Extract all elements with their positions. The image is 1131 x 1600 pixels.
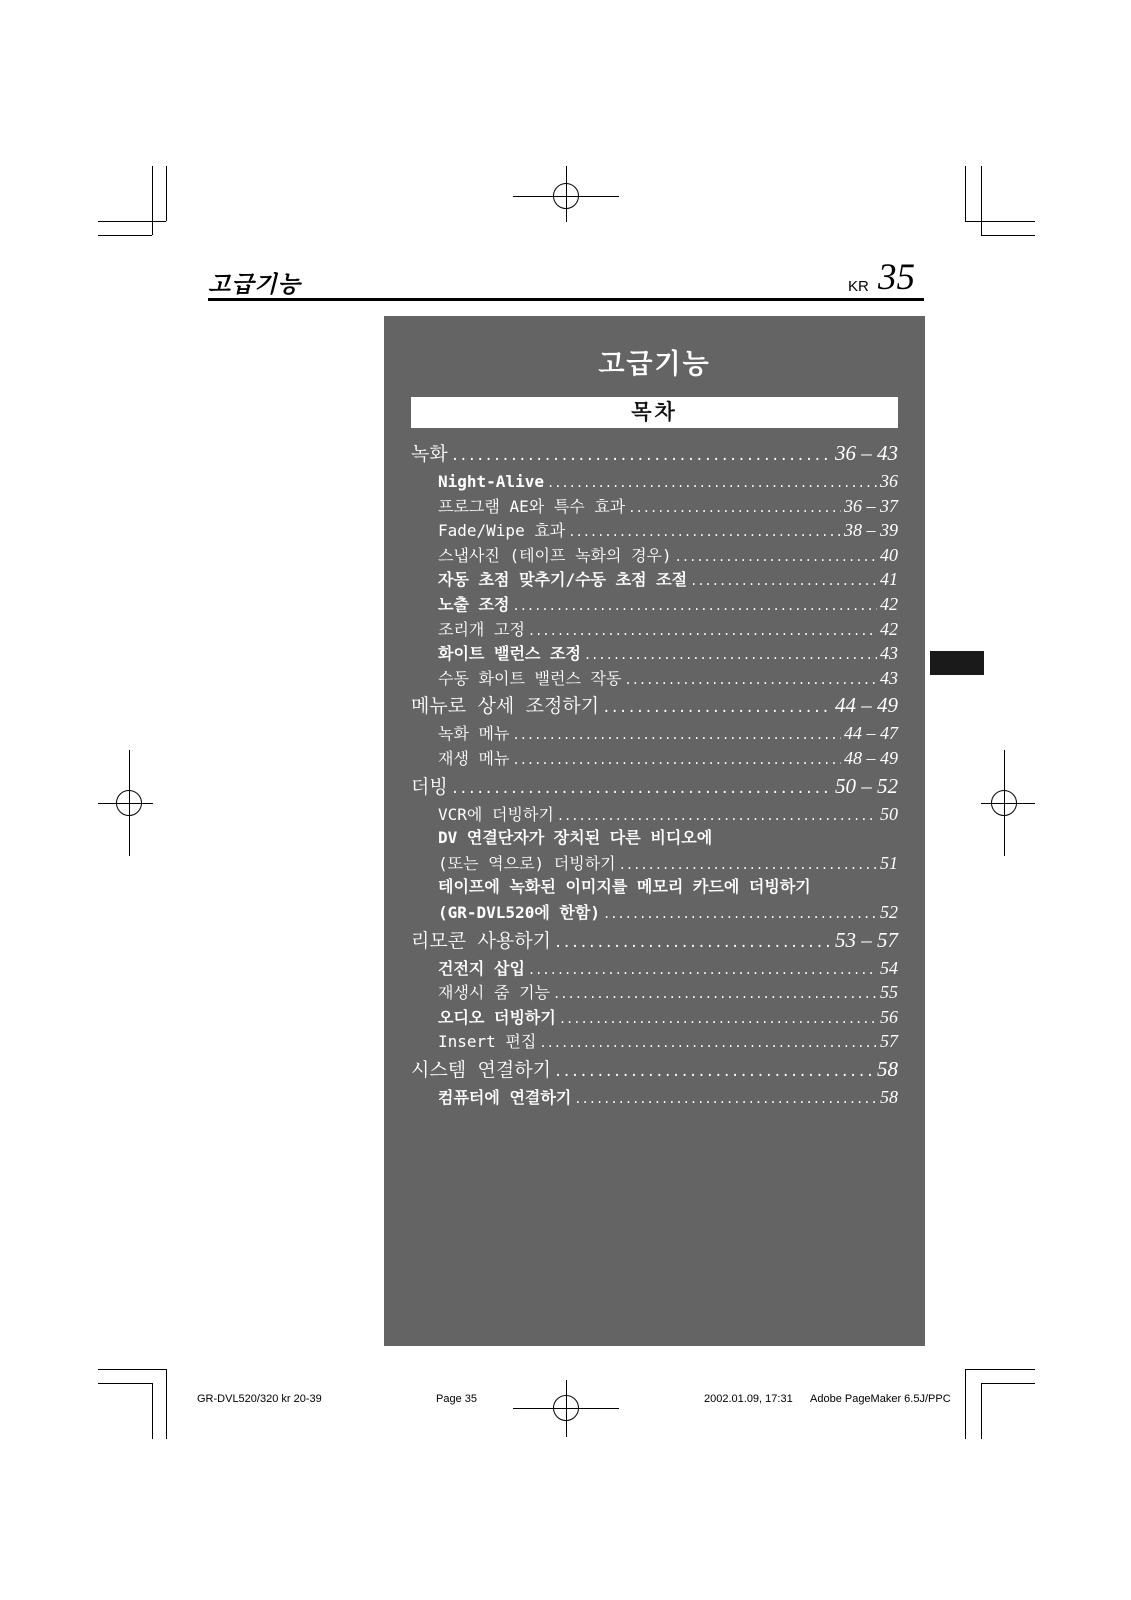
crop-mark	[965, 221, 1035, 222]
toc-item-label: 노출 조정	[438, 594, 510, 614]
toc-item-page: 40	[880, 544, 898, 565]
toc-item-page: 42	[880, 593, 898, 614]
toc-page-range: 58	[877, 1056, 898, 1081]
footer-timestamp: 2002.01.09, 17:31	[704, 1393, 793, 1405]
toc-item[interactable]	[411, 721, 898, 746]
toc-section[interactable]	[411, 438, 898, 469]
toc-item-label: Fade/Wipe 효과	[438, 521, 566, 541]
toc-item-page: 55	[880, 982, 898, 1003]
crop-mark	[152, 1383, 153, 1439]
toc-item-label: 화이트 밸런스 조정	[438, 644, 581, 664]
toc-item[interactable]	[411, 518, 898, 543]
toc-item-page: 54	[880, 957, 898, 978]
crop-mark	[98, 1369, 166, 1370]
leader-dots	[512, 748, 841, 773]
leader-dots	[528, 619, 877, 644]
leader-dots	[554, 1057, 874, 1088]
toc-item[interactable]	[411, 851, 898, 876]
leader-dots	[675, 545, 877, 570]
toc-item-page: 44 – 47	[844, 723, 898, 744]
toc-item[interactable]	[411, 543, 898, 568]
toc-section[interactable]	[411, 690, 898, 721]
crop-mark	[98, 221, 166, 222]
table-of-contents	[411, 438, 898, 1109]
toc-page-range: 36 – 43	[835, 441, 898, 465]
toc-item-label: Insert 편집	[438, 1032, 537, 1052]
toc-item[interactable]	[411, 641, 898, 666]
toc-section[interactable]	[411, 771, 898, 802]
crop-mark	[965, 166, 966, 221]
toc-item[interactable]	[411, 567, 898, 592]
toc-item[interactable]	[411, 1005, 898, 1030]
leader-dots	[628, 496, 841, 521]
toc-section-label: 시스템 연결하기	[411, 1058, 551, 1081]
toc-item[interactable]	[411, 617, 898, 642]
leader-dots	[547, 471, 877, 496]
toc-item[interactable]	[411, 802, 898, 827]
toc-item-page: 43	[880, 643, 898, 664]
toc-item-page: 43	[880, 667, 898, 688]
toc-item[interactable]	[411, 746, 898, 771]
toc-item-label: 녹화 메뉴	[438, 724, 510, 744]
leader-dots	[568, 520, 841, 545]
leader-dots	[574, 1087, 877, 1112]
section-tab-marker	[930, 651, 984, 675]
toc-item-page: 58	[880, 1086, 898, 1107]
toc-item[interactable]	[411, 980, 898, 1005]
crop-mark	[98, 235, 152, 236]
leader-dots	[584, 643, 877, 668]
toc-section[interactable]	[411, 925, 898, 956]
contents-heading: 목차	[411, 397, 898, 428]
toc-item-page: 36 – 37	[844, 495, 898, 516]
footer-application: Adobe PageMaker 6.5J/PPC	[810, 1393, 951, 1405]
toc-item-label: 수동 화이트 밸런스 작동	[438, 668, 622, 688]
leader-dots	[557, 804, 877, 829]
leader-dots	[554, 928, 832, 959]
toc-item-page: 52	[880, 901, 898, 922]
leader-dots	[602, 693, 832, 724]
toc-item[interactable]	[411, 1085, 898, 1110]
toc-item-label: 컴퓨터에 연결하기	[438, 1087, 572, 1107]
crop-mark	[981, 166, 982, 235]
leader-dots	[512, 723, 841, 748]
toc-item[interactable]	[411, 900, 898, 925]
toc-item[interactable]	[411, 666, 898, 691]
panel-title: 고급기능	[598, 349, 711, 380]
page-number: 35	[878, 257, 915, 298]
toc-section-label: 메뉴로 상세 조정하기	[411, 695, 600, 718]
toc-section-label: 리모콘 사용하기	[411, 929, 551, 952]
toc-item[interactable]	[411, 494, 898, 519]
toc-item-label-line1[interactable]: 테이프에 녹화된 이미지를 메모리 카드에 더빙하기	[438, 877, 811, 897]
toc-item-label: Night-Alive	[438, 472, 544, 491]
crop-mark	[98, 1383, 152, 1384]
toc-item-label: (GR-DVL520에 한함)	[438, 902, 600, 922]
toc-item-label: (또는 역으로) 더빙하기	[438, 853, 616, 873]
crop-mark	[166, 1369, 167, 1439]
toc-item-page: 48 – 49	[844, 747, 898, 768]
toc-item-label-line1[interactable]: DV 연결단자가 장치된 다른 비디오에	[438, 828, 713, 848]
toc-item-page: 50	[880, 803, 898, 824]
toc-item-label: 재생 메뉴	[438, 748, 510, 768]
crop-mark	[981, 1383, 1035, 1384]
toc-section-label: 녹화	[411, 443, 448, 465]
toc-item-label: 건전지 삽입	[438, 958, 525, 978]
toc-item-label: 자동 초점 맞추기/수동 초점 조절	[438, 570, 688, 590]
toc-item-page: 36	[880, 471, 898, 491]
toc-item-label: 오디오 더빙하기	[438, 1007, 556, 1027]
running-header-title: 고급기능	[208, 272, 301, 298]
toc-item-label: VCR에 더빙하기	[438, 804, 554, 824]
leader-dots	[512, 594, 877, 619]
toc-item-label: 재생시 줌 기능	[438, 983, 551, 1003]
crop-mark	[166, 166, 167, 221]
footer-file-name: GR-DVL520/320 kr 20-39	[197, 1393, 322, 1405]
toc-item[interactable]	[411, 469, 898, 494]
toc-page-range: 44 – 49	[835, 693, 898, 718]
toc-page-range: 50 – 52	[835, 773, 898, 798]
toc-item-label: 프로그램 AE와 특수 효과	[438, 496, 626, 516]
toc-panel	[384, 316, 925, 1346]
leader-dots	[539, 1031, 877, 1056]
leader-dots	[451, 441, 832, 472]
toc-item-page: 38 – 39	[844, 520, 898, 541]
toc-item-page: 57	[880, 1031, 898, 1052]
leader-dots	[624, 668, 877, 693]
language-code: KR	[848, 278, 869, 295]
crop-mark	[981, 1383, 982, 1439]
toc-item-label: 스냅사진 (테이프 녹화의 경우)	[438, 545, 672, 565]
toc-item-page: 56	[880, 1006, 898, 1027]
toc-item-page: 51	[880, 852, 898, 873]
toc-item-label: 조리개 고정	[438, 619, 525, 639]
leader-dots	[553, 982, 877, 1007]
leader-dots	[603, 902, 877, 927]
footer-page: Page 35	[436, 1393, 477, 1405]
toc-item-page: 41	[880, 569, 898, 590]
toc-section-label: 더빙	[411, 775, 448, 798]
crop-mark	[152, 166, 153, 235]
toc-item-page: 42	[880, 618, 898, 639]
header-rule	[208, 298, 924, 301]
toc-item[interactable]	[411, 592, 898, 617]
leader-dots	[559, 1007, 877, 1032]
toc-item[interactable]	[411, 956, 898, 981]
leader-dots	[451, 774, 832, 805]
toc-page-range: 53 – 57	[835, 927, 898, 952]
crop-mark	[981, 235, 1035, 236]
toc-item[interactable]	[411, 1029, 898, 1054]
crop-mark	[965, 1369, 1035, 1370]
toc-section[interactable]	[411, 1054, 898, 1085]
leader-dots	[619, 853, 877, 878]
crop-mark	[965, 1369, 966, 1439]
leader-dots	[528, 958, 877, 983]
leader-dots	[690, 569, 877, 594]
